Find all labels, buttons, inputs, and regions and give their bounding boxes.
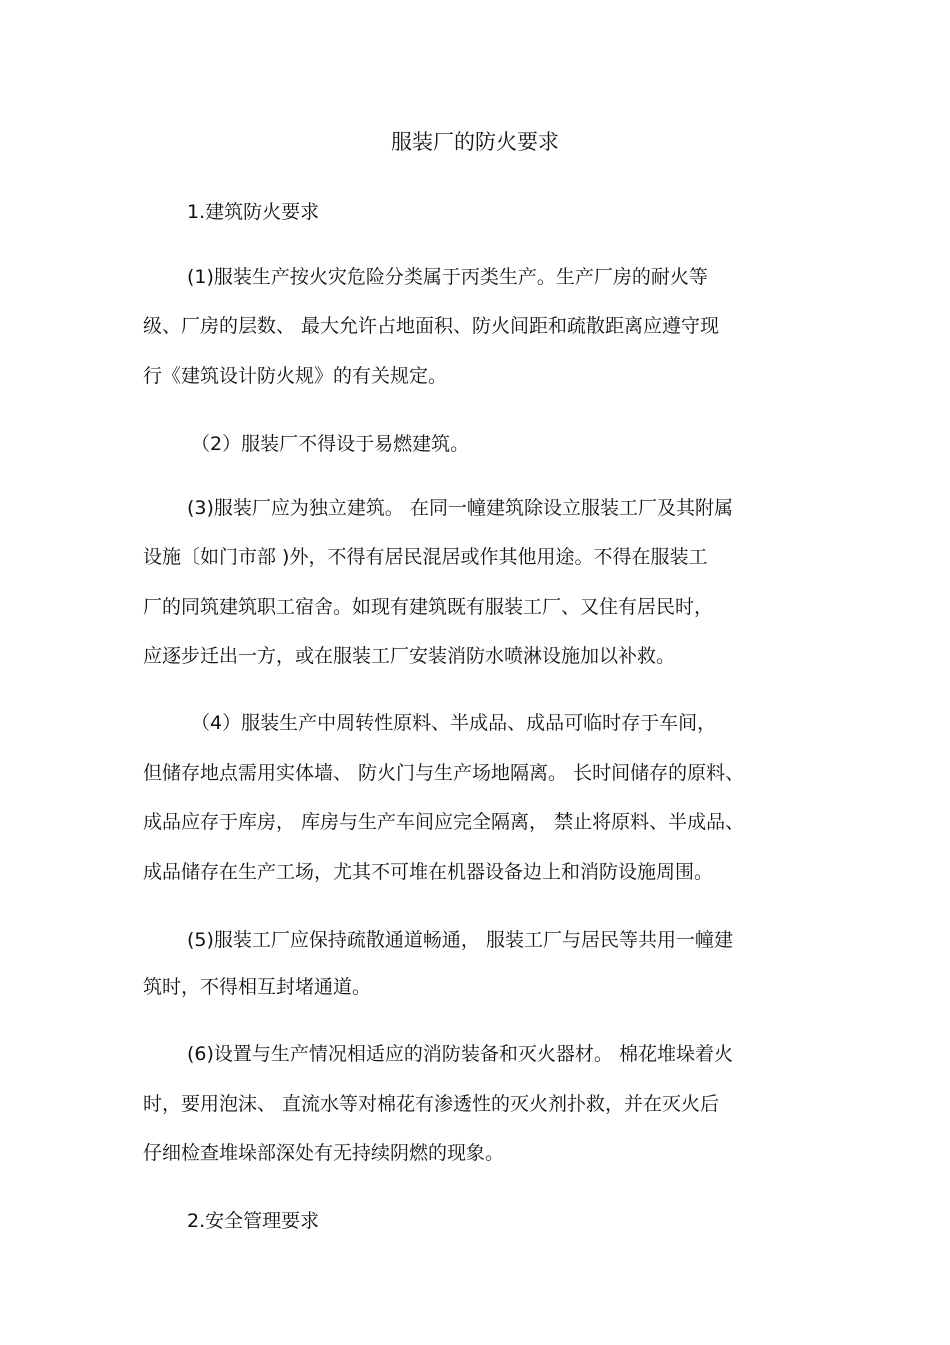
paragraph-3-line-2: 设施〔如门市部 )外，不得有居民混居或作其他用途。不得在服装工: [143, 546, 708, 568]
page-title: 服装厂的防火要求: [391, 130, 559, 154]
section-heading-2: 2.安全管理要求: [187, 1210, 320, 1232]
paragraph-1-line-1: (1)服装生产按火灾危险分类属于丙类生产。生产厂房的耐火等: [187, 266, 708, 288]
paragraph-3-line-3: 厂的同筑建筑职工宿舍。如现有建筑既有服装工厂、又住有居民时，: [143, 596, 714, 618]
paragraph-1-line-3: 行《建筑设计防火规》的有关规定。: [143, 365, 448, 387]
paragraph-6-line-3: 仔细检查堆垛部深处有无持续阴燃的现象。: [143, 1142, 505, 1164]
section-heading-1: 1.建筑防火要求: [187, 201, 320, 223]
paragraph-4-line-4: 成品储存在生产工场，尤其不可堆在机器设备边上和消防设施周围。: [143, 861, 714, 883]
paragraph-3-line-1: (3)服装厂应为独立建筑。 在同一幢建筑除设立服装工厂及其附属: [187, 497, 733, 519]
paragraph-3-line-4: 应逐步迁出一方，或在服装工厂安装消防水喷淋设施加以补救。: [143, 645, 676, 667]
paragraph-5-line-1: (5)服装工厂应保持疏散通道畅通， 服装工厂与居民等共用一幢建: [187, 929, 733, 951]
paragraph-2-line-1: （2）服装厂不得设于易燃建筑。: [191, 433, 470, 455]
paragraph-6-line-1: (6)设置与生产情况相适应的消防装备和灭火器材。 棉花堆垛着火: [187, 1043, 733, 1065]
paragraph-4-line-1: （4）服装生产中周转性原料、半成品、成品可临时存于车间，: [191, 712, 717, 734]
paragraph-1-line-2: 级、厂房的层数、 最大允许占地面积、防火间距和疏散距离应遵守现: [143, 315, 720, 337]
paragraph-5-line-2: 筑时，不得相互封堵通道。: [143, 976, 372, 998]
paragraph-6-line-2: 时，要用泡沫、 直流水等对棉花有渗透性的灭火剂扑救，并在灭火后: [143, 1093, 720, 1115]
paragraph-4-line-3: 成品应存于库房， 库房与生产车间应完全隔离， 禁止将原料、半成品、: [143, 811, 745, 833]
paragraph-4-line-2: 但储存地点需用实体墙、 防火门与生产场地隔离。 长时间储存的原料、: [143, 762, 745, 784]
